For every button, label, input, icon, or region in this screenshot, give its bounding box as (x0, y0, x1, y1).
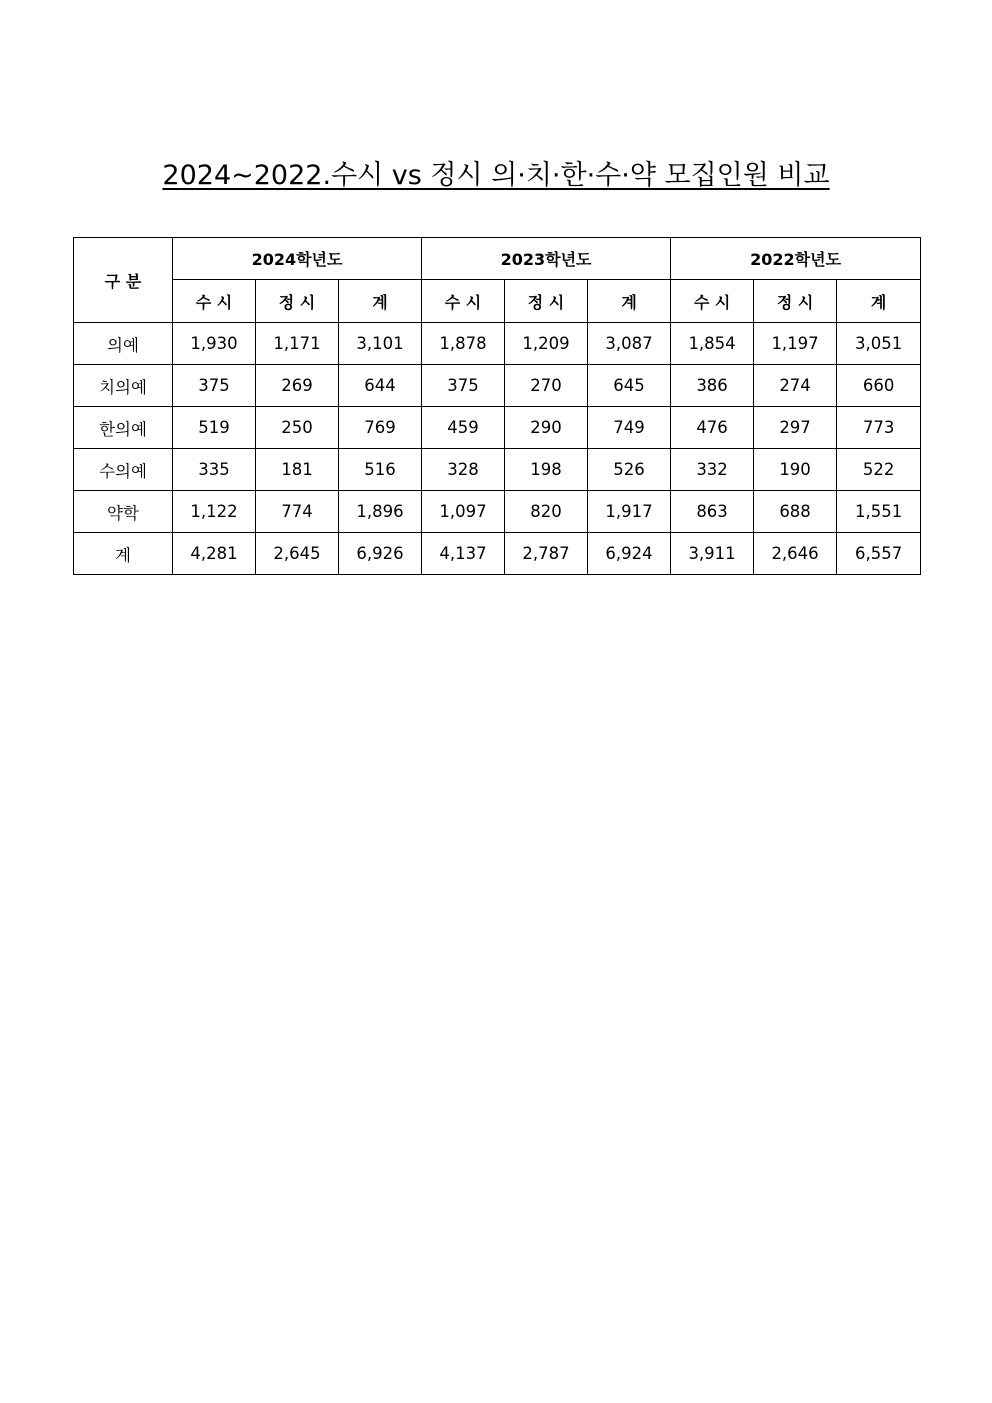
table-row (74, 449, 921, 491)
table-cell: 6,557 (837, 533, 921, 575)
table-row (74, 365, 921, 407)
table-cell: 3,911 (671, 533, 754, 575)
sub-header-jeongsi: 정 시 (256, 280, 339, 323)
table-cell: 6,926 (339, 533, 422, 575)
sub-header-jeongsi: 정 시 (505, 280, 588, 323)
table-cell: 1,122 (173, 491, 256, 533)
table-cell: 1,171 (256, 323, 339, 365)
sub-header-total: 계 (588, 280, 671, 323)
table-cell: 250 (256, 407, 339, 449)
page-title (0, 158, 992, 194)
sub-header-susi: 수 시 (173, 280, 256, 323)
table-cell: 2,646 (754, 533, 837, 575)
table-cell: 1,896 (339, 491, 422, 533)
table-cell: 1,930 (173, 323, 256, 365)
table-cell: 1,917 (588, 491, 671, 533)
table-cell: 375 (173, 365, 256, 407)
table-cell: 328 (422, 449, 505, 491)
table-row (74, 407, 921, 449)
table-cell: 516 (339, 449, 422, 491)
table-cell: 1,551 (837, 491, 921, 533)
table-cell: 190 (754, 449, 837, 491)
table-cell: 1,197 (754, 323, 837, 365)
table-cell: 198 (505, 449, 588, 491)
table-cell: 1,878 (422, 323, 505, 365)
table-cell: 1,854 (671, 323, 754, 365)
year-header-2023: 2023학년도 (422, 238, 671, 280)
table-cell: 1,209 (505, 323, 588, 365)
table-cell: 297 (754, 407, 837, 449)
table-cell: 519 (173, 407, 256, 449)
year-header-row (74, 238, 921, 280)
table-cell: 749 (588, 407, 671, 449)
table-cell: 459 (422, 407, 505, 449)
table-row (74, 533, 921, 575)
table-cell: 820 (505, 491, 588, 533)
table-cell: 375 (422, 365, 505, 407)
admissions-comparison-table (73, 237, 921, 575)
table-cell: 774 (256, 491, 339, 533)
table-cell: 6,924 (588, 533, 671, 575)
table-cell: 290 (505, 407, 588, 449)
page-title-text: 2024~2022.수시 vs 정시 의·치·한·수·약 모집인원 비교 (162, 160, 830, 191)
table-cell: 1,097 (422, 491, 505, 533)
sub-header-total: 계 (339, 280, 422, 323)
table-row (74, 323, 921, 365)
table-cell: 773 (837, 407, 921, 449)
table-cell: 660 (837, 365, 921, 407)
table-cell: 3,051 (837, 323, 921, 365)
row-label: 의예 (74, 323, 173, 365)
row-label: 약학 (74, 491, 173, 533)
table-cell: 274 (754, 365, 837, 407)
table-cell: 644 (339, 365, 422, 407)
table-cell: 332 (671, 449, 754, 491)
table-row (74, 491, 921, 533)
table-cell: 386 (671, 365, 754, 407)
table-cell: 769 (339, 407, 422, 449)
table-cell: 269 (256, 365, 339, 407)
table-cell: 3,087 (588, 323, 671, 365)
table-cell: 270 (505, 365, 588, 407)
table-cell: 645 (588, 365, 671, 407)
row-label: 계 (74, 533, 173, 575)
table-cell: 4,137 (422, 533, 505, 575)
year-header-2024: 2024학년도 (173, 238, 422, 280)
table-cell: 476 (671, 407, 754, 449)
table-body (74, 323, 921, 575)
row-label: 치의예 (74, 365, 173, 407)
table-cell: 863 (671, 491, 754, 533)
sub-header-total: 계 (837, 280, 921, 323)
sub-header-row (74, 280, 921, 323)
year-header-2022: 2022학년도 (671, 238, 921, 280)
table-cell: 335 (173, 449, 256, 491)
table-cell: 3,101 (339, 323, 422, 365)
sub-header-susi: 수 시 (422, 280, 505, 323)
table-cell: 526 (588, 449, 671, 491)
table-cell: 688 (754, 491, 837, 533)
category-header: 구 분 (74, 238, 173, 323)
row-label: 한의예 (74, 407, 173, 449)
row-label: 수의예 (74, 449, 173, 491)
sub-header-jeongsi: 정 시 (754, 280, 837, 323)
table-cell: 522 (837, 449, 921, 491)
sub-header-susi: 수 시 (671, 280, 754, 323)
table-cell: 2,645 (256, 533, 339, 575)
table-cell: 181 (256, 449, 339, 491)
table-cell: 4,281 (173, 533, 256, 575)
table-cell: 2,787 (505, 533, 588, 575)
